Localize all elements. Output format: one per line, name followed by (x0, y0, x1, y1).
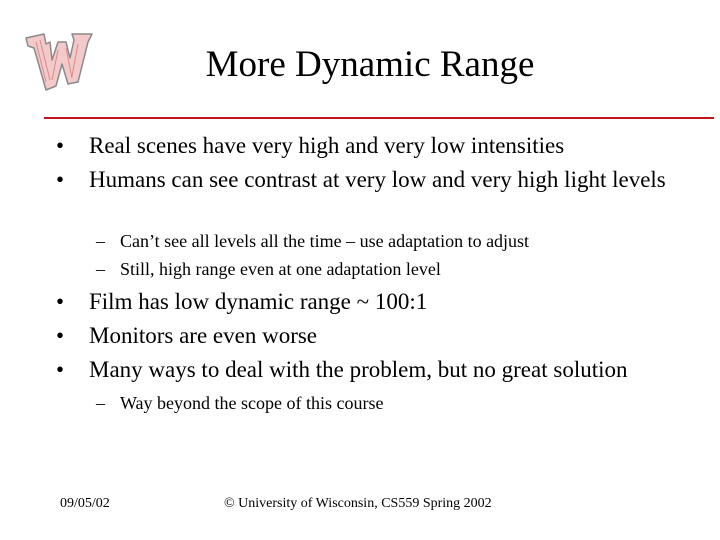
bullet-text: Real scenes have very high and very low intensities (89, 133, 565, 158)
sub-bullet-text: Can’t see all levels all the time – use adaptation to adjust (120, 231, 530, 251)
dash-icon: – (96, 231, 105, 251)
bullet-icon: • (56, 289, 65, 314)
bullet-icon: • (56, 133, 65, 158)
footer-date: 09/05/02 (60, 496, 110, 511)
bullet-text: Film has low dynamic range ~ 100:1 (89, 289, 428, 314)
bullet-text: Monitors are even worse (89, 323, 318, 348)
sub-bullet-text: Still, high range even at one adaptation level (120, 259, 441, 279)
dash-icon: – (96, 393, 105, 413)
footer-copyright: © University of Wisconsin, CS559 Spring 2002 (224, 496, 492, 511)
title-divider (44, 117, 714, 119)
bullet-text: Humans can see contrast at very low and very high light levels (89, 167, 666, 192)
bullet-icon: • (56, 357, 65, 382)
wisconsin-w-logo-icon (22, 30, 94, 98)
sub-bullet-text: Way beyond the scope of this course (120, 393, 384, 413)
bullet-icon: • (56, 167, 65, 192)
bullet-icon: • (56, 323, 65, 348)
slide-title: More Dynamic Range (205, 44, 535, 85)
bullet-text: Many ways to deal with the problem, but no great solution (89, 357, 628, 382)
dash-icon: – (96, 259, 105, 279)
